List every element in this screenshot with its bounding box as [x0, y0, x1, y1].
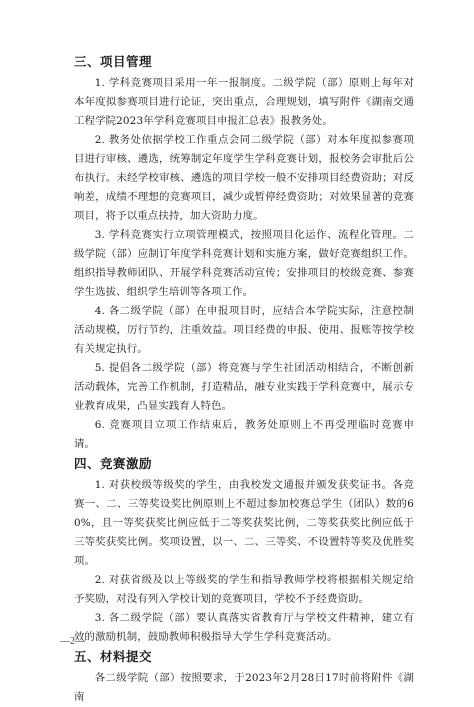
paragraph: 各二级学院（部）按照要求，于2023年2月28日17时前将附件《湖南	[74, 672, 414, 703]
section-heading-material-submission: 五、材料提交	[74, 649, 153, 664]
paragraph: 5. 提倡各二级学院（部）将竞赛与学生社团活动相结合，不断创新活动载体，完善工作机制，打造精品，融专业实践于学科竞赛中，展示专业教育成果，凸显实践育人特色。	[74, 362, 414, 412]
paragraph: 1. 对获校级等级奖的学生，由我校发文通报并颁发获奖证书。各竞赛一、二、三等奖设奖比例原则上不超过参加校赛总学生（团队）数的60%，且一等奖获奖比例应低于二等奖获奖比例，二等奖获奖比例应低于三等奖获奖比例。奖项设置，以一、二、三等奖、不设置特等奖及优胜奖项。	[74, 479, 414, 567]
paragraph: 2. 对获省级及以上等级奖的学生和指导教师学校将根据相关规定给予奖励，对没有列入学校计划的竞赛项目，学校不予经费资助。	[74, 574, 414, 605]
section-heading-competition-incentives: 四、竞赛激励	[74, 456, 153, 471]
section-heading-project-management: 三、项目管理	[74, 54, 153, 69]
paragraph: 4. 各二级学院（部）在申报项目时，应结合本学院实际，注意控制活动规模，厉行节约，注重效益。项目经费的申报、使用、报账等按学校有关规定执行。	[74, 305, 414, 355]
document-body	[74, 52, 414, 707]
page-number: —2—	[60, 636, 85, 647]
paragraph: 6. 竞赛项目立项工作结束后，教务处原则上不再受理临时竞赛申请。	[74, 419, 414, 450]
paragraph: 3. 学科竞赛实行立项管理模式，按照项目化运作、流程化管理。二级学院（部）应制订年度学科竞赛计划和实施方案，做好竞赛组织工作。组织指导教师团队、开展学科竞赛活动宣传；安排项目的校级竞赛、参赛学生选拔、组织学生培训等各项工作。	[74, 229, 414, 298]
paragraph: 3. 各二级学院（部）要认真落实省教育厅与学校文件精神，建立有效的激励机制，鼓励教师积极指导大学生学科竞赛活动。	[74, 612, 414, 643]
paragraph: 2. 教务处依据学校工作重点会同二级学院（部）对本年度拟参赛项目进行审核、遴选，统筹制定年度学生学科竞赛计划，报校务会审批后公布执行。未经学校审核、遴选的项目学校一般不安排项目经费资助；对反响差，成绩不理想的竞赛项目，减少或暂停经费资助；对效果显著的竞赛项目，将予以重点扶持，加大资助力度。	[74, 134, 414, 222]
paragraph: 1. 学科竞赛项目采用一年一报制度。二级学院（部）原则上每年对本年度拟参赛项目进行论证，突出重点，合理规划，填写附件《湖南交通工程学院2023年学科竞赛项目申报汇总表》报教务处。	[74, 77, 414, 127]
